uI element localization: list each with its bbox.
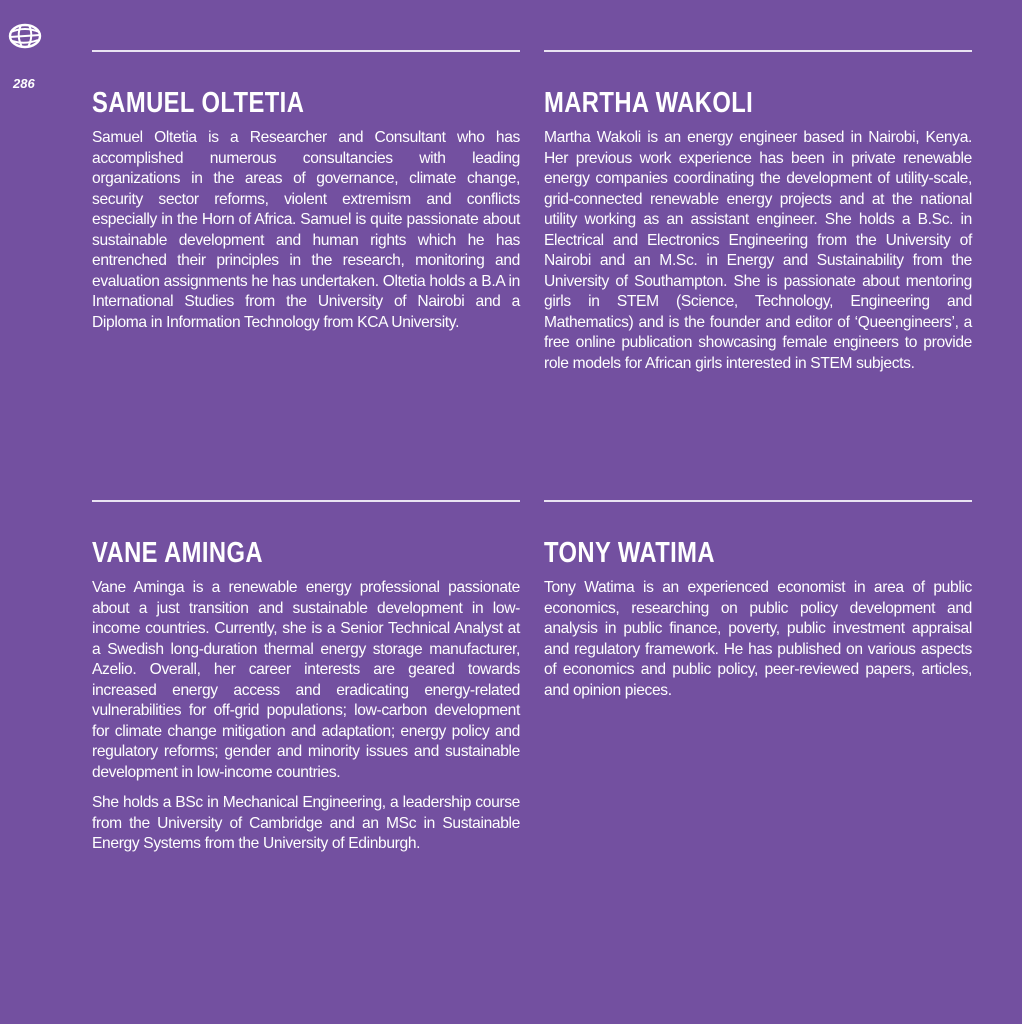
divider xyxy=(544,500,972,502)
divider xyxy=(544,50,972,52)
profile-name: VANE AMINGA xyxy=(92,537,263,569)
profile-bio-education: She holds a BSc in Mechanical Engineering, a leadership course from the University of Cambridge and an MSc in Sustainable Energy Systems from the University of Edinburgh. xyxy=(92,794,520,852)
profile-name: TONY WATIMA xyxy=(544,537,715,569)
profile-vane-aminga xyxy=(92,500,520,865)
profile-samuel-oltetia xyxy=(92,50,520,343)
profile-bio: Vane Aminga is a renewable energy professional passionate about a just transition and sustainable development in low-income countries. Currently, she is a Senior Technical Analyst at a Swedish long-duration thermal energy storage manufacturer, Azelio. Overall, her career interests are geared towards increased energy access and eradicating energy-related vulnerabilities for off-grid populations; low-carbon development for climate change mitigation and adaptation; energy policy and regulatory reforms; gender and minority issues and sustainable development in low-income countries. xyxy=(92,579,520,781)
profile-name: SAMUEL OLTETIA xyxy=(92,87,305,119)
profile-name: MARTHA WAKOLI xyxy=(544,87,754,119)
divider xyxy=(92,500,520,502)
profile-martha-wakoli xyxy=(544,50,972,384)
profile-tony-watima xyxy=(544,500,972,711)
page-number: 286 xyxy=(13,76,35,91)
globe-logo-icon xyxy=(8,22,42,50)
profile-bio: Tony Watima is an experienced economist in area of public economics, researching on public policy development and analysis in public finance, poverty, public investment appraisal and regulatory framework. He has published on various aspects of economics and public policy, peer-reviewed papers, articles, and opinion pieces. xyxy=(544,579,972,699)
profile-bio: Samuel Oltetia is a Researcher and Consultant who has accomplished numerous consultancies with leading organizations in the areas of governance, climate change, security sector reforms, violent extremism and conflicts especially in the Horn of Africa. Samuel is quite passionate about sustainable development and human rights which he has entrenched their principles in the research, monitoring and evaluation assignments he has undertaken. Oltetia holds a B.A in International Studies from the University of Nairobi and a Diploma in Information Technology from KCA University. xyxy=(92,129,520,331)
profile-bio: Martha Wakoli is an energy engineer based in Nairobi, Kenya. Her previous work experience has been in private renewable energy companies coordinating the development of utility-scale, grid-connected renewable energy projects and at the national utility working as an assistant engineer. She holds a B.Sc. in Electrical and Electronics Engineering from the University of Nairobi and an M.Sc. in Energy and Sustainability from the University of Southampton. She is passionate about mentoring girls in STEM (Science, Technology, Engineering and Mathematics) and is the founder and editor of ‘Queengineers’, a free online publication showcasing female engineers to provide role models for African girls interested in STEM subjects. xyxy=(544,129,972,372)
divider xyxy=(92,50,520,52)
